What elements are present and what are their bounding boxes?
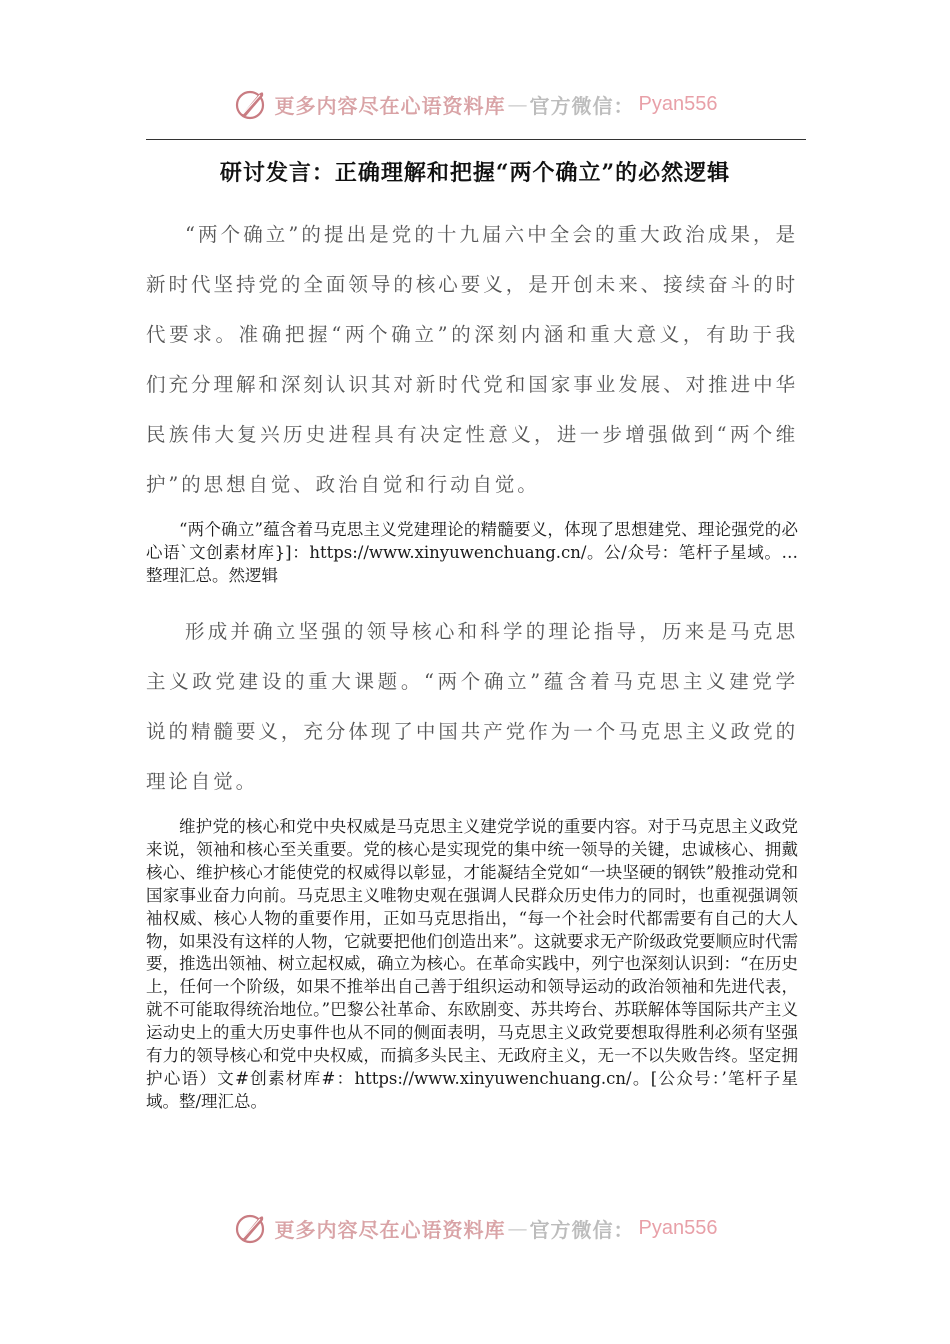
brand-separator: — (507, 92, 528, 116)
brand-subtitle: 官方微信： (529, 1217, 635, 1242)
quill-logo-icon (233, 86, 269, 122)
brand-wechat-id: Pyan556 (638, 92, 718, 115)
brand-text: 更多内容尽在心语资料库 (274, 1217, 506, 1242)
brand-separator: — (507, 1216, 528, 1240)
header-watermark (0, 82, 950, 126)
paragraph-core-authority: 维护党的核心和党中央权威是马克思主义建党学说的重要内容。对于马克思主义政党来说，领袖和核心至关重要。党的核心是实现党的集中统一领导的关键，忠诚核心、拥戴核心、维护核心才能使党的权威得以彰显，才能凝结全党如“一块坚硬的钢铁”般推动党和国家事业奋力向前。马克思主义唯物史观在强调人民群众历史伟力的同时，也重视强调领袖权威、核心人物的重要作用，正如马克思指出，“每一个社会时代都需要有自己的大人物，如果没有这样的人物，它就要把他们创造出来”。这就要求无产阶级政党要顺应时代需要，推选出领袖、树立起权威，确立为核心。在革命实践中，列宁也深刻认识到：“在历史上，任何一个阶级，如果不推举出自己善于组织运动和领导运动的政治领袖和先进代表，就不可能取得统治地位。”巴黎公社革命、东欧剧变、苏共垮台、苏联解体等国际共产主义运动史上的重大历史事件也从不同的侧面表明，马克思主义政党要想取得胜利必须有坚强有力的领导核心和党中央权威，而搞多头民主、无政府主义，无一不以失败告终。坚定拥护心语）文#创素材库#：https://www.xinyuwenchuang.cn/。[公众号：’笔杆子星域。整/理汇总。 (146, 817, 798, 1111)
paragraph-theory: 形成并确立坚强的领导核心和科学的理论指导，历来是马克思主义政党建设的重大课题。“两个确立”蕴含着马克思主义建党学说的精髓要义，充分体现了中国共产党作为一个马克思主义政党的理论自觉。 (146, 620, 798, 793)
brand-subtitle: 官方微信： (529, 93, 635, 118)
paragraph-intro: “两个确立”的提出是党的十九届六中全会的重大政治成果，是新时代坚持党的全面领导的核心要义，是开创未来、接续奋斗的时代要求。准确把握“两个确立”的深刻内涵和重大意义，有助于我们充分理解和深刻认识其对新时代党和国家事业发展、对推进中华民族伟大复兴历史进程具有决定性意义，进一步增强做到“两个维护”的思想自觉、政治自觉和行动自觉。 (146, 223, 798, 496)
paragraph-section-lead: “两个确立”蕴含着马克思主义党建理论的精髓要义，体现了思想建党、理论强党的必心语`文创素材库}]：https://www.xinyuwenchuang.cn/。公/众号：笔杆子星域。…整理汇总。然逻辑 (146, 520, 798, 585)
brand-wechat-id: Pyan556 (638, 1216, 718, 1239)
quill-logo-icon (233, 1210, 269, 1246)
footer-watermark (0, 1206, 950, 1250)
brand-text: 更多内容尽在心语资料库 (274, 93, 506, 118)
document-title: 研讨发言：正确理解和把握“两个确立”的必然逻辑 (219, 160, 731, 186)
header-divider (146, 139, 806, 140)
